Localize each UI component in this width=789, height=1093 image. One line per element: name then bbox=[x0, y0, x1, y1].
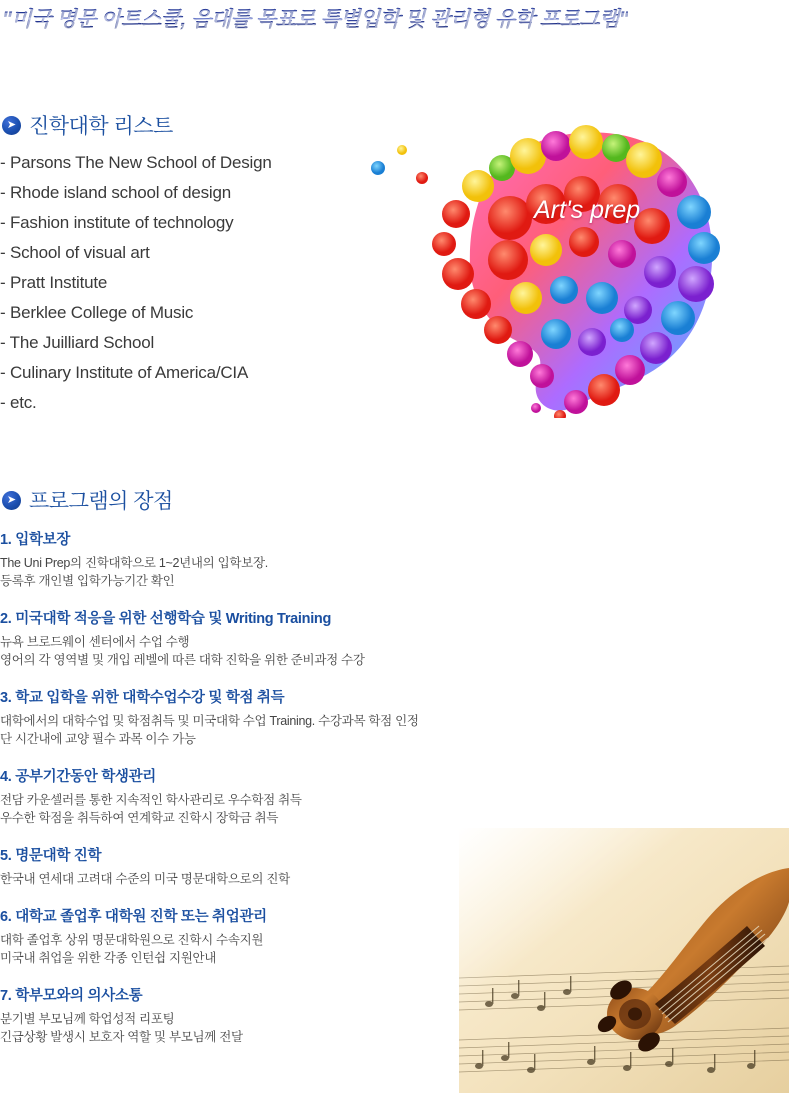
chevron-right-icon: ➤ bbox=[2, 116, 21, 135]
advantage-item bbox=[0, 528, 620, 590]
list-item: - The Juilliard School bbox=[0, 333, 155, 352]
advantage-line: 등록후 개인별 입학가능기간 확인 bbox=[0, 574, 175, 588]
university-list bbox=[0, 148, 360, 418]
chevron-right-icon: ➤ bbox=[2, 491, 21, 510]
advantage-title: 6. 대학교 졸업후 대학원 진학 또는 취업관리 bbox=[0, 909, 267, 925]
list-item: - Berklee College of Music bbox=[0, 303, 194, 322]
page-banner bbox=[0, 0, 789, 36]
art-prep-label: Art's prep bbox=[534, 196, 641, 224]
list-item: - Rhode island school of design bbox=[0, 183, 232, 202]
list-item: - Fashion institute of technology bbox=[0, 213, 234, 232]
universities-heading-label: 진학대학 리스트 bbox=[29, 115, 173, 138]
list-item: - Pratt Institute bbox=[0, 273, 108, 292]
advantage-title: 2. 미국대학 적응을 위한 선행학습 및 Writing Training bbox=[0, 611, 332, 627]
advantage-line: 우수한 학점을 취득하여 연계학교 진학시 장학금 취득 bbox=[0, 811, 279, 825]
advantage-line: 대학 졸업후 상위 명문대학원으로 진학시 수속지원 bbox=[0, 933, 264, 947]
advantage-item bbox=[0, 607, 620, 669]
universities-section-heading bbox=[2, 110, 173, 140]
advantage-title: 5. 명문대학 진학 bbox=[0, 848, 102, 864]
banner-title: "미국 명문 아트스쿨, 음대를 목표로 특별입학 및 관리형 유학 프로그램" bbox=[0, 3, 628, 33]
advantage-line: 한국내 연세대 고려대 수준의 미국 명문대학으로의 진학 bbox=[0, 872, 290, 886]
advantage-line: 단 시간내에 교양 필수 과목 이수 가능 bbox=[0, 732, 196, 746]
advantage-item bbox=[0, 686, 620, 748]
advantage-title: 7. 학부모와의 의사소통 bbox=[0, 988, 143, 1004]
advantage-line: 대학에서의 대학수업 및 학점취득 및 미국대학 수업 Training. 수강과목 학점 인정 bbox=[0, 714, 419, 728]
list-item: - School of visual art bbox=[0, 243, 150, 262]
advantage-line: 영어의 각 영역별 및 개입 레벨에 따른 대학 진학을 위한 준비과정 수강 bbox=[0, 653, 365, 667]
violin-photo bbox=[459, 828, 789, 1093]
advantage-title: 4. 공부기간동안 학생관리 bbox=[0, 769, 157, 785]
advantage-line: 미국내 취업을 위한 각종 인턴쉽 지원안내 bbox=[0, 951, 217, 965]
advantage-title: 3. 학교 입학을 위한 대학수업수강 및 학점 취득 bbox=[0, 690, 285, 706]
list-item: - etc. bbox=[0, 393, 37, 412]
advantage-title: 1. 입학보장 bbox=[0, 532, 71, 548]
flower-head-illustration bbox=[360, 108, 730, 418]
advantage-line: 긴급상황 발생시 보호자 역할 및 부모님께 전달 bbox=[0, 1030, 243, 1044]
advantage-line: 분기별 부모님께 학업성적 리포팅 bbox=[0, 1012, 175, 1026]
advantages-section-heading bbox=[2, 485, 173, 515]
advantage-line: The Uni Prep의 진학대학으로 1~2년내의 입학보장. bbox=[0, 556, 268, 570]
advantage-line: 뉴욕 브로드웨이 센터에서 수업 수행 bbox=[0, 635, 190, 649]
list-item: - Culinary Institute of America/CIA bbox=[0, 363, 249, 382]
list-item: - Parsons The New School of Design bbox=[0, 153, 272, 172]
advantage-item bbox=[0, 765, 620, 827]
advantages-heading-label: 프로그램의 장점 bbox=[29, 490, 173, 513]
advantage-line: 전담 카운셀러를 통한 지속적인 학사관리로 우수학점 취득 bbox=[0, 793, 302, 807]
